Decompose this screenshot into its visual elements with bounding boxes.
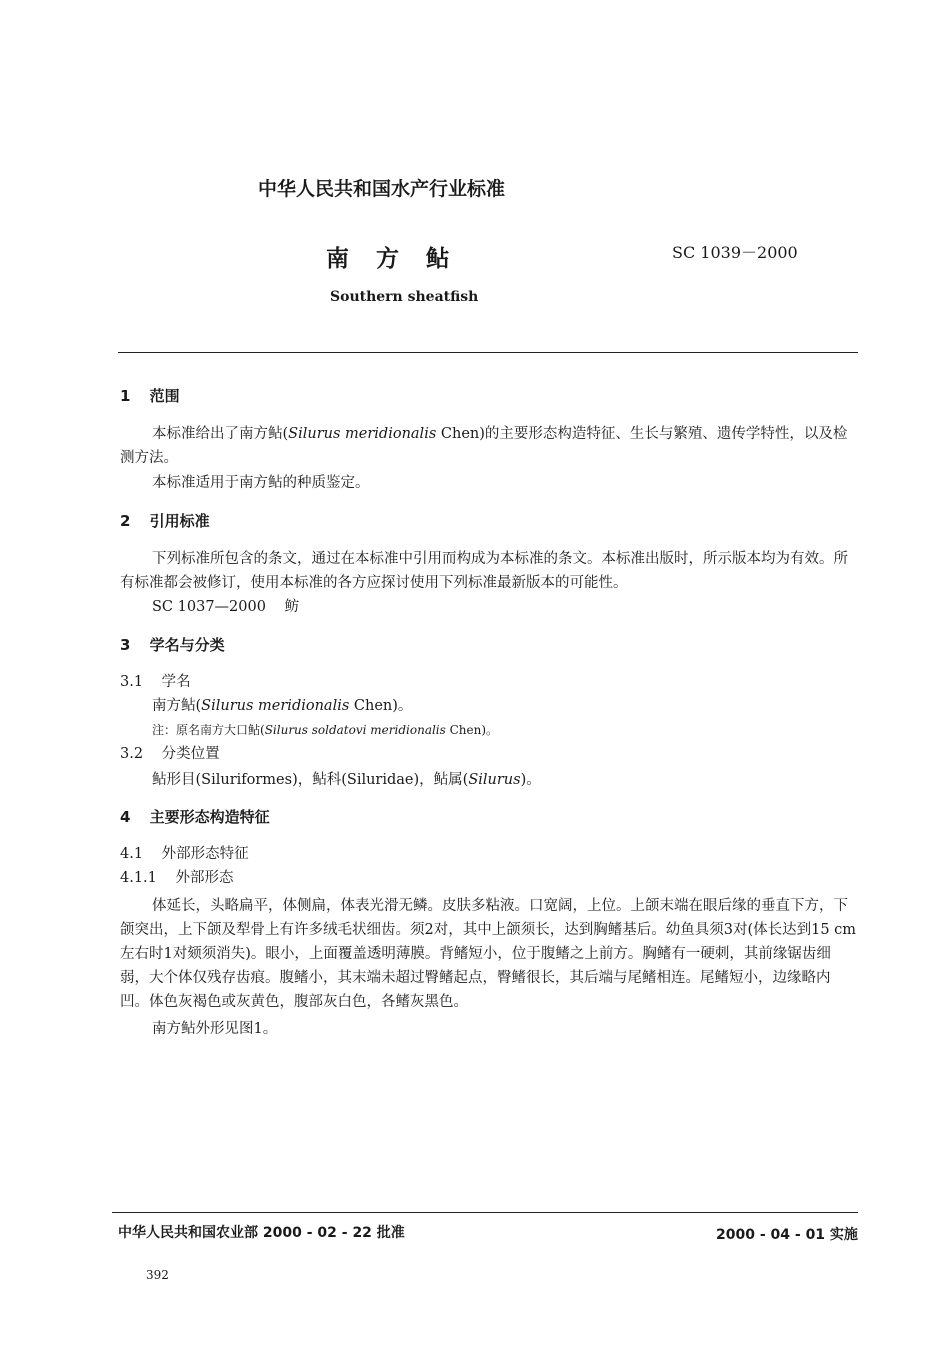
- text-run: Chen)的主要形态构造特征、生长与繁殖、遗传学特性，以及检测方法。: [120, 426, 848, 466]
- section-2-paragraph-1: 下列标准所包含的条文，通过在本标准中引用而构成为本标准的条文。本标准出版时，所示版本均为有效。所有标准都会被修订，使用本标准的各方应探讨使用下列标准最新版本的可能性。: [120, 551, 848, 591]
- approval-line: 中华人民共和国农业部 2000 - 02 - 22 批准: [118, 1225, 405, 1241]
- section-4-1-1-heading: [120, 866, 420, 890]
- implementation-date: 2000 - 04 - 01 实施: [716, 1227, 858, 1243]
- footer-rule: [112, 1212, 858, 1213]
- section-4-paragraph-2: 南方鲇外形见图1。: [152, 1021, 278, 1037]
- english-subtitle: Southern sheatfish: [330, 289, 479, 305]
- header-rule: [118, 352, 858, 353]
- section-number: 4.1.1: [120, 870, 157, 886]
- latin-name: Silurus: [468, 772, 521, 788]
- document-title: 南 方 鲇: [326, 246, 451, 272]
- scientific-name: [152, 694, 752, 718]
- page-number: 392: [146, 1268, 169, 1282]
- classification: [152, 768, 802, 792]
- section-title: 分类位置: [161, 746, 220, 762]
- text-run: 鲇形目(Siluriformes)，鲇科(Siluridae)，鲇属(: [152, 772, 469, 788]
- latin-name: Silurus soldatovi meridionalis: [264, 723, 446, 737]
- text-run: 注：原名南方大口鲇(: [152, 723, 265, 737]
- note: [152, 718, 752, 742]
- latin-name: Silurus meridionalis: [201, 698, 350, 714]
- section-title: 学名: [161, 674, 191, 690]
- section-number: 3.1: [120, 674, 144, 690]
- section-4-1-heading: [120, 842, 420, 866]
- text-run: 本标准给出了南方鲇(: [152, 426, 289, 442]
- section-number: 4: [120, 808, 131, 826]
- section-4-paragraph-1: 体延长，头略扁平，体侧扁，体表光滑无鳞。皮肤多粘液。口宽阔，上位。上颌末端在眼后缘的垂直下方，下颌突出，上下颌及犁骨上有许多绒毛状细齿。须2对，其中上颌须长，达到胸鳍基后。幼鱼具须3对(体长达到15 cm左右时1对颏须消失)。眼小，上面覆盖透明薄膜。背鳍短小，位于腹鳍之上前方。胸鳍有一硬刺，其前缘锯齿细弱，大个体仅残存齿痕。腹鳍小，其末端未超过臀鳍起点，臀鳍很长，其后端与尾鳍相连。尾鳍短小，边缘略内凹。体色灰褐色或灰黄色，腹部灰白色，各鳍灰黑色。: [120, 898, 857, 1010]
- section-title: 外部形态: [175, 870, 234, 886]
- section-title: 引用标准: [149, 512, 210, 530]
- section-3-1-heading: [120, 670, 420, 694]
- section-number: 3.2: [120, 746, 144, 762]
- section-title: 主要形态构造特征: [149, 808, 270, 826]
- section-3-heading: [120, 634, 225, 655]
- normative-reference: [152, 595, 552, 619]
- agency-title: 中华人民共和国水产行业标准: [258, 178, 506, 200]
- text-run: 南方鲇(: [152, 698, 202, 714]
- section-4-heading: [120, 806, 270, 827]
- section-number: 2: [120, 512, 131, 530]
- section-number: 1: [120, 387, 131, 405]
- section-title: 外部形态特征: [161, 846, 249, 862]
- section-2-heading: [120, 510, 210, 531]
- section-3-2-heading: [120, 742, 420, 766]
- section-1-heading: [120, 385, 180, 406]
- section-1-paragraph-2: 本标准适用于南方鲇的种质鉴定。: [152, 475, 370, 491]
- text-run: Chen)。: [445, 723, 499, 737]
- section-1-paragraph-1: [120, 422, 858, 470]
- text-run: Chen)。: [349, 698, 413, 714]
- latin-name: Silurus meridionalis: [288, 426, 437, 442]
- section-title: 范围: [149, 387, 180, 405]
- section-number: 3: [120, 636, 131, 654]
- section-title: 学名与分类: [149, 636, 225, 654]
- reference-name: 鲂: [284, 599, 300, 615]
- text-run: )。: [520, 772, 541, 788]
- section-number: 4.1: [120, 846, 144, 862]
- reference-code: SC 1037—2000: [152, 599, 266, 615]
- standard-code: SC 1039－2000: [672, 243, 798, 262]
